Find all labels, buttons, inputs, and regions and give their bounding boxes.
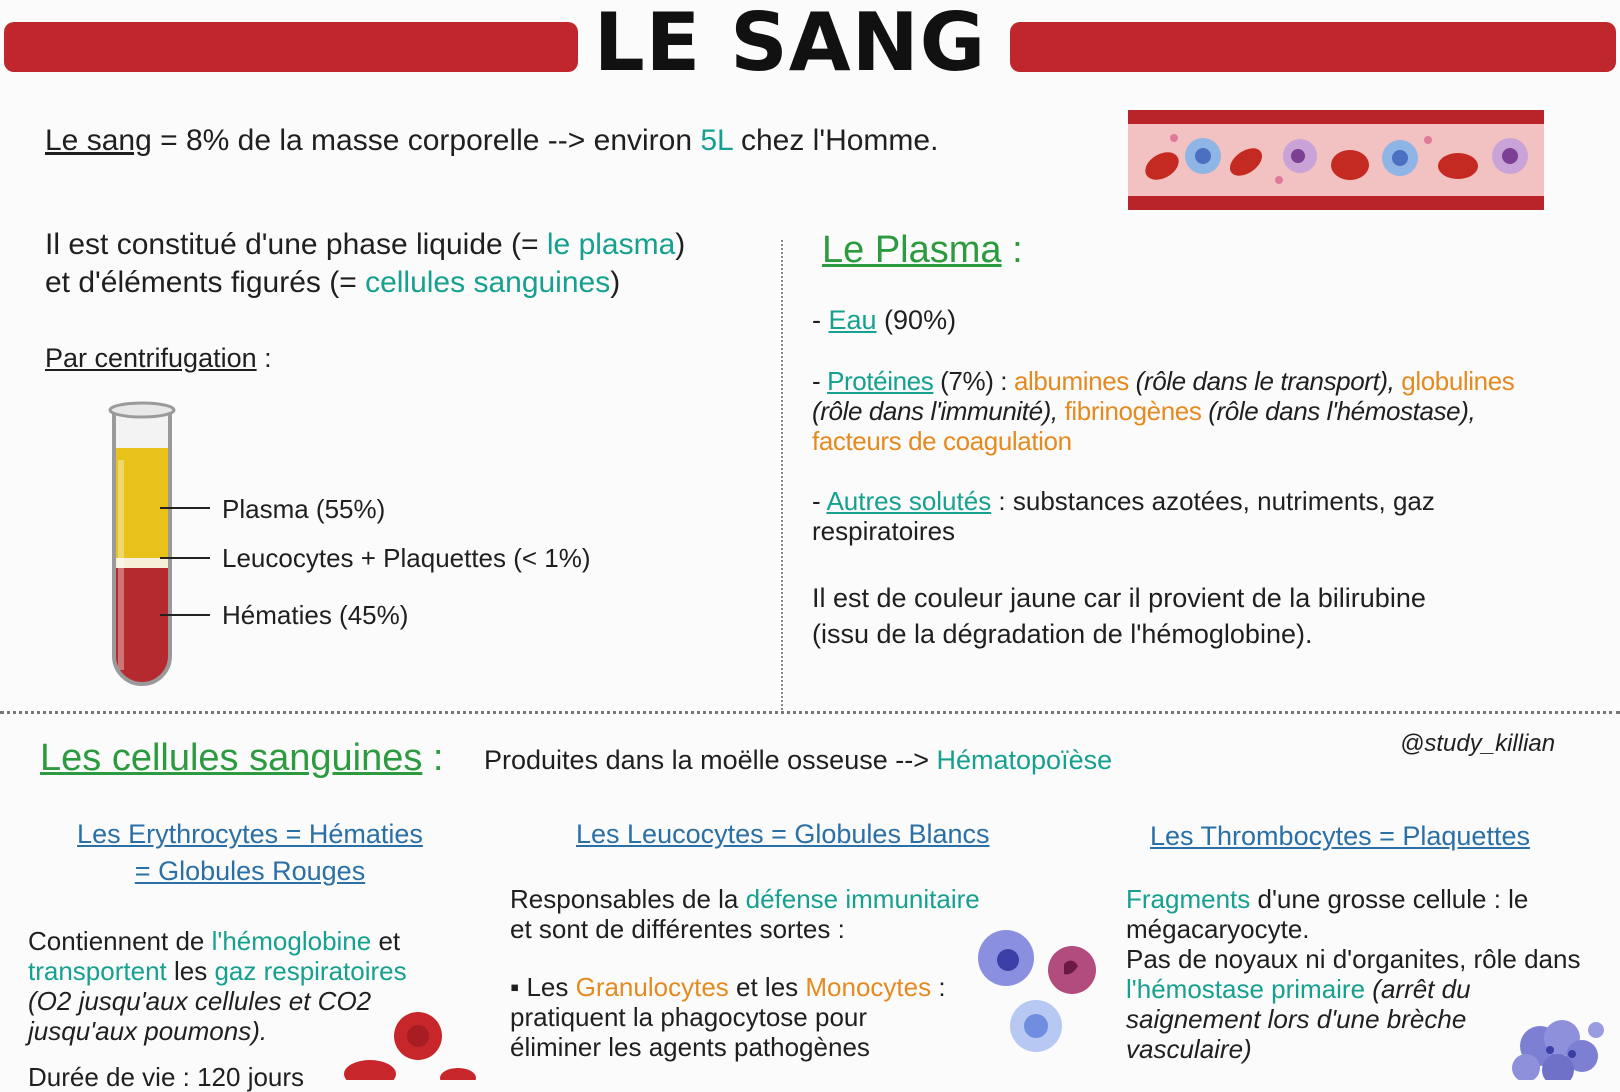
platelets-icon bbox=[1500, 1010, 1616, 1080]
composition-cells: cellules sanguines bbox=[365, 266, 611, 299]
fibrinogenes-term: fibrinogènes bbox=[1064, 396, 1202, 426]
cells-produced bbox=[484, 744, 1112, 777]
tube-label-hematies: Hématies (45%) bbox=[222, 600, 409, 630]
composition-plasma: le plasma bbox=[546, 228, 676, 261]
leuco-bullet: ▪ Les bbox=[510, 972, 576, 1002]
water-dash: - bbox=[812, 305, 829, 335]
defense-term: défense immunitaire bbox=[745, 884, 980, 914]
plasma-heading-text: Le Plasma bbox=[822, 229, 1002, 271]
leuco-line-5: éliminer les agents pathogènes bbox=[510, 1032, 870, 1062]
granulocytes-term: Granulocytes bbox=[575, 972, 729, 1002]
leuco-title: Les Leucocytes = Globules Blancs bbox=[576, 819, 990, 849]
globulines-role: (rôle dans l'immunité), bbox=[812, 396, 1065, 426]
erythro-l1b: et bbox=[371, 926, 401, 956]
gaz-term: gaz respiratoires bbox=[214, 956, 407, 986]
intro-line bbox=[45, 122, 938, 160]
centrifugation-label: Par centrifugation bbox=[45, 343, 257, 373]
composition-p1-end: ) bbox=[675, 228, 686, 261]
composition-p2: et d'éléments figurés (= bbox=[45, 266, 366, 299]
horizontal-divider bbox=[0, 711, 1620, 714]
plasma-label-line bbox=[160, 507, 210, 509]
white-blood-cells-icon bbox=[972, 928, 1112, 1060]
centrifugation-title bbox=[45, 342, 272, 375]
intro-end: chez l'Homme. bbox=[732, 124, 939, 157]
author-handle: @study_killian bbox=[1400, 730, 1556, 757]
cells-heading-colon: : bbox=[422, 737, 444, 779]
composition-text bbox=[45, 226, 685, 302]
erythro-l2b: les bbox=[166, 956, 215, 986]
solutes-term: Autres solutés bbox=[826, 486, 992, 516]
erythro-line-1 bbox=[28, 926, 468, 956]
plasma-proteins bbox=[812, 366, 1612, 456]
leuco-line-2: et sont de différentes sortes : bbox=[510, 914, 845, 944]
blood-vessel-illustration bbox=[1128, 110, 1544, 210]
prot-pct: (7%) : bbox=[933, 366, 1014, 396]
plasma-color-line-2: (issu de la dégradation de l'hémoglobine). bbox=[812, 619, 1313, 649]
water-pct: (90%) bbox=[876, 305, 957, 335]
leuco-label-line bbox=[160, 557, 210, 559]
intro-volume: 5L bbox=[700, 124, 733, 157]
header-bar-right bbox=[1010, 22, 1616, 72]
solutes-text: : substances azotées, nutriments, gaz bbox=[991, 486, 1435, 516]
leuco-colon: : bbox=[931, 972, 946, 1002]
solutes-line-1 bbox=[812, 486, 1602, 516]
monocytes-term: Monocytes bbox=[805, 972, 932, 1002]
composition-p1: Il est constitué d'une phase liquide (= bbox=[45, 228, 547, 261]
thrombo-line-2: mégacaryocyte. bbox=[1126, 914, 1310, 944]
leuco-line-3 bbox=[510, 972, 1010, 1002]
composition-line-2 bbox=[45, 264, 685, 302]
thrombo-line-5: saignement lors d'une brèche bbox=[1126, 1004, 1467, 1034]
plasma-color-line-1: Il est de couleur jaune car il provient de la bilirubine bbox=[812, 583, 1426, 613]
erythro-title-line-2: = Globules Rouges bbox=[134, 856, 366, 886]
leuco-line-1 bbox=[510, 884, 1010, 914]
proteins-line-2 bbox=[812, 396, 1612, 426]
proteins-line-1 bbox=[812, 366, 1612, 396]
page-title: LE SANG bbox=[593, 0, 987, 89]
water-term: Eau bbox=[828, 305, 877, 335]
albumines-role: (rôle dans le transport), bbox=[1128, 366, 1402, 396]
fragments-term: Fragments bbox=[1126, 884, 1251, 914]
transportent-term: transportent bbox=[28, 956, 167, 986]
proteins-term: Protéines bbox=[827, 366, 934, 396]
intro-eq: = 8% de la masse corporelle --> environ bbox=[151, 124, 701, 157]
hemostase-term: l'hémostase primaire bbox=[1126, 974, 1366, 1004]
erythro-line-2 bbox=[28, 956, 468, 986]
hematies-label-line bbox=[160, 614, 210, 616]
leuco-line-4: pratiquent la phagocytose pour bbox=[510, 1002, 868, 1032]
cells-heading bbox=[40, 736, 443, 780]
thrombo-line-1 bbox=[1126, 884, 1616, 914]
thrombo-title: Les Thrombocytes = Plaquettes bbox=[1150, 821, 1530, 851]
vertical-divider bbox=[781, 240, 783, 710]
erythro-lifespan: Durée de vie : 120 jours bbox=[28, 1062, 305, 1092]
intro-term: Le sang bbox=[45, 124, 152, 157]
thrombo-l1b: d'une grosse cellule : le bbox=[1250, 884, 1529, 914]
cells-produced-text: Produites dans la moëlle osseuse --> bbox=[484, 745, 937, 775]
header-bar-left bbox=[4, 22, 578, 72]
leuco-and: et les bbox=[728, 972, 806, 1002]
fibrinogenes-role: (rôle dans l'hémostase), bbox=[1201, 396, 1476, 426]
prot-dash: - bbox=[812, 366, 828, 396]
centrifugation-colon: : bbox=[256, 343, 272, 373]
hemoglobine-term: l'hémoglobine bbox=[211, 926, 372, 956]
solutes-text-2: respiratoires bbox=[812, 516, 956, 546]
thrombo-line-6: vasculaire) bbox=[1126, 1034, 1252, 1064]
plasma-solutes bbox=[812, 486, 1602, 546]
erythro-title bbox=[40, 818, 460, 888]
solutes-dash: - bbox=[812, 486, 827, 516]
composition-line-1 bbox=[45, 226, 685, 264]
erythro-title-line-1: Les Erythrocytes = Hématies bbox=[77, 819, 423, 849]
plasma-water bbox=[812, 304, 956, 337]
leuco-l1a: Responsables de la bbox=[510, 884, 746, 914]
cells-heading-text: Les cellules sanguines bbox=[40, 737, 423, 779]
red-blood-cells-icon bbox=[340, 1008, 480, 1080]
tube-label-leuco: Leucocytes + Plaquettes (< 1%) bbox=[222, 543, 591, 573]
erythro-l1a: Contiennent de bbox=[28, 926, 212, 956]
plasma-heading bbox=[822, 228, 1023, 272]
test-tube-icon bbox=[106, 400, 178, 696]
coagulation-term: facteurs de coagulation bbox=[812, 426, 1072, 456]
albumines-term: albumines bbox=[1013, 366, 1129, 396]
erythro-line-4: jusqu'aux poumons). bbox=[28, 1016, 268, 1046]
hematopoiese-term: Hématopoïèse bbox=[936, 745, 1113, 775]
composition-p2-end: ) bbox=[610, 266, 621, 299]
erythro-line-3: (O2 jusqu'aux cellules et CO2 bbox=[28, 986, 372, 1016]
globulines-term: globulines bbox=[1401, 366, 1515, 396]
leuco-text bbox=[510, 884, 1010, 1062]
thrombo-line-4 bbox=[1126, 974, 1616, 1004]
tube-label-plasma: Plasma (55%) bbox=[222, 494, 386, 524]
plasma-color bbox=[812, 580, 1426, 652]
thrombo-line-3: Pas de noyaux ni d'organites, rôle dans bbox=[1126, 944, 1581, 974]
thrombo-l4b: (arrêt du bbox=[1365, 974, 1471, 1004]
plasma-heading-colon: : bbox=[1001, 229, 1023, 271]
